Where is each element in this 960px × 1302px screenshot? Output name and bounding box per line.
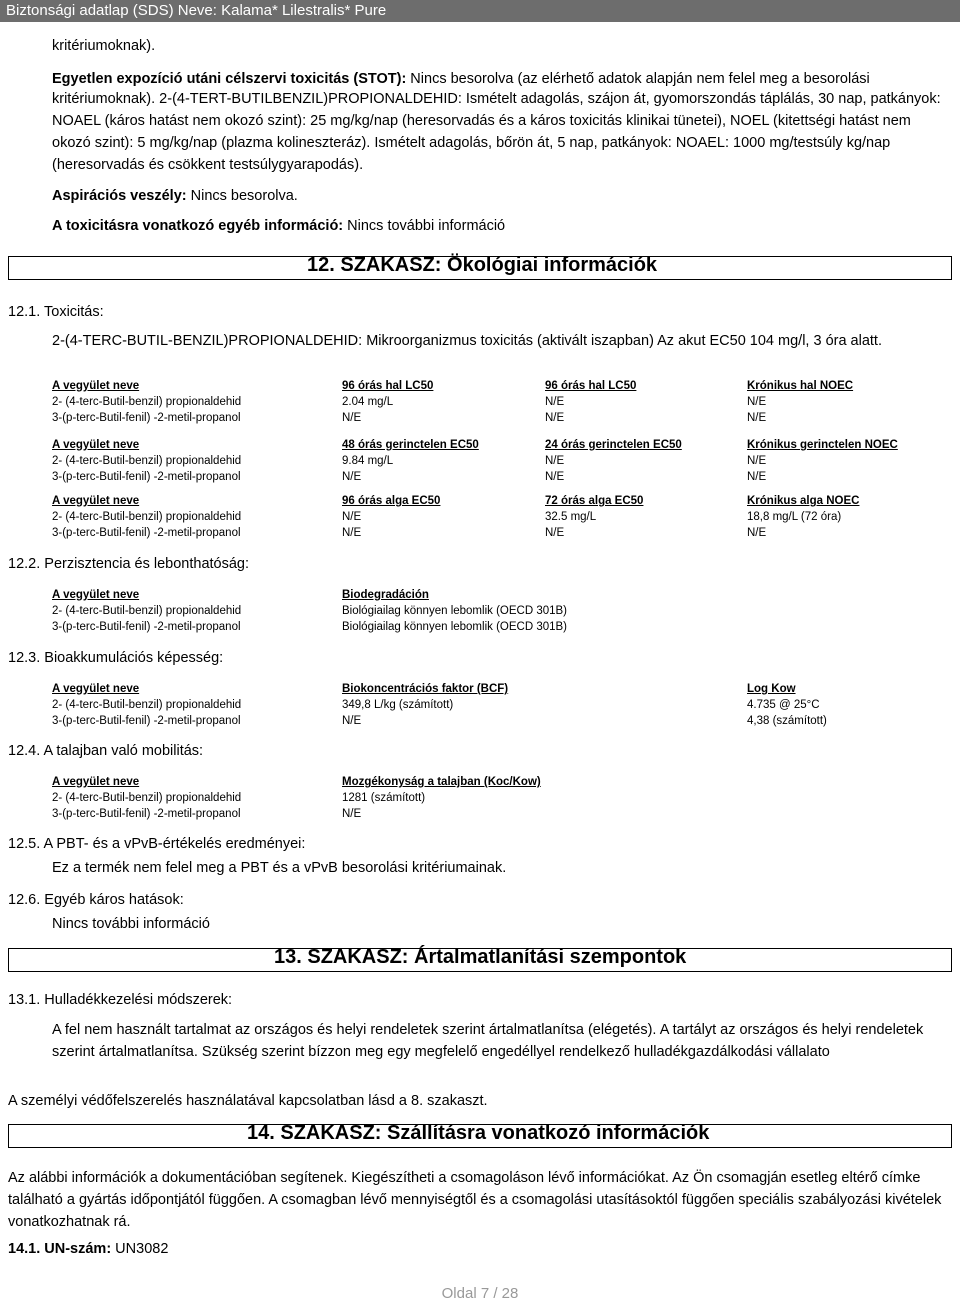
table-row <box>52 699 932 715</box>
tox-line0: kritériumoknak). <box>52 38 156 54</box>
repeated-dose-paragraph <box>52 88 942 176</box>
table-cell: N/E <box>747 527 767 539</box>
table-row <box>52 621 932 637</box>
table-cell: 2- (4-terc-Butil-benzil) propionaldehid <box>52 511 242 523</box>
table-cell: N/E <box>342 471 362 483</box>
table-row <box>52 495 932 511</box>
table-cell: N/E <box>545 471 565 483</box>
repeated-dose-text: 2-(4-TERT-BUTILBENZIL)PROPIONALDEHID: Ismételt adagolás, szájon át, gyomorszondás táplálás, 30 nap, patkányok: NOAEL (káros hatást nem okozó szint): 25 mg/kg/nap (heresorvadás és a káros toxicitás klinikai tünetei), NOEL (kitettségi hatást nem okozó szint): 5 mg/kg/nap (plazma kolineszteráz). <box>52 91 941 151</box>
table-cell: 349,8 L/kg (számított) <box>342 699 454 711</box>
table-cell: 2- (4-terc-Butil-benzil) propionaldehid <box>52 792 242 804</box>
table-header-cell: Mozgékonyság a talajban (Koc/Kow) <box>342 776 541 788</box>
table-cell: 3-(p-terc-Butil-fenil) -2-metil-propanol <box>52 715 241 727</box>
pbt-text: Ez a termék nem felel meg a PBT és a vPvB besorolási kritériumainak. <box>52 860 507 876</box>
un-number-line <box>8 1241 168 1257</box>
table-cell: Biológiailag könnyen lebomlik (OECD 301B) <box>342 605 568 617</box>
table-row <box>52 511 932 527</box>
table-row <box>52 439 932 455</box>
table-cell: N/E <box>545 412 565 424</box>
table-header-cell: A vegyület neve <box>52 439 140 451</box>
table-header-cell: Krónikus gerinctelen NOEC <box>747 439 898 451</box>
other-tox-text: Nincs további információ <box>343 218 506 234</box>
table-header-cell: 96 órás hal LC50 <box>545 380 637 392</box>
table-cell: 2.04 mg/L <box>342 396 394 408</box>
table-header-cell: 72 órás alga EC50 <box>545 495 644 507</box>
table-header-cell: A vegyület neve <box>52 495 140 507</box>
table-cell: 4.735 @ 25°C <box>747 699 820 711</box>
table-header-cell: Krónikus alga NOEC <box>747 495 860 507</box>
un-number-value: UN3082 <box>111 1241 169 1257</box>
stot-label: Egyetlen expozíció utáni célszervi toxicitás (STOT): <box>52 71 407 87</box>
un-number-label: 14.1. UN-szám: <box>8 1241 112 1257</box>
table-cell: 2- (4-terc-Butil-benzil) propionaldehid <box>52 605 242 617</box>
aspiration-text: Nincs besorolva. <box>186 188 298 204</box>
table-header-cell: 96 órás hal LC50 <box>342 380 434 392</box>
table-cell: N/E <box>545 455 565 467</box>
table-cell: N/E <box>342 808 362 820</box>
table-cell: N/E <box>747 396 767 408</box>
subsection-12-2: 12.2. Perzisztencia és lebonthatóság: <box>8 556 250 572</box>
table-row <box>52 527 932 543</box>
table-cell: 2- (4-terc-Butil-benzil) propionaldehid <box>52 396 242 408</box>
table-header-cell: A vegyület neve <box>52 589 140 601</box>
table-cell: 3-(p-terc-Butil-fenil) -2-metil-propanol <box>52 412 241 424</box>
table-cell: 32.5 mg/L <box>545 511 597 523</box>
table-row <box>52 605 932 621</box>
waste-treatment-text: A fel nem használt tartalmat az országos és helyi rendeletek szerint ártalmatlanítsa (elégetés). A tartályt az országos és helyi rendeletek szerint ártalmatlanítsa. Szükség szerint bízzon meg egy megfelelő engedéllyel rendelkező hulladékgazdálkodási vállalato <box>52 1022 924 1060</box>
bioaccumulation-table <box>52 683 932 731</box>
table-cell: 3-(p-terc-Butil-fenil) -2-metil-propanol <box>52 621 241 633</box>
stot-text: Nincs besorolva (az elérhető adatok alapján nem felel meg a besorolási <box>406 71 870 87</box>
stot-line <box>52 71 870 87</box>
table-header-cell: Krónikus hal NOEC <box>747 380 854 392</box>
table-header-cell: Log Kow <box>747 683 796 695</box>
subsection-12-3: 12.3. Bioakkumulációs képesség: <box>8 650 224 666</box>
table-row <box>52 412 932 428</box>
table-cell: Biológiailag könnyen lebomlik (OECD 301B) <box>342 621 568 633</box>
table-row <box>52 396 932 412</box>
stot-text-b: kritériumoknak). <box>52 91 156 107</box>
table-cell: 2- (4-terc-Butil-benzil) propionaldehid <box>52 699 242 711</box>
table-cell: N/E <box>342 715 362 727</box>
table-row <box>52 455 932 471</box>
table-cell: 1281 (számított) <box>342 792 426 804</box>
table-cell: 9.84 mg/L <box>342 455 394 467</box>
section-14-title: 14. SZAKASZ: Szállításra vonatkozó információk <box>247 1122 710 1144</box>
table-row <box>52 715 932 731</box>
repeated-dose-dermal-label: Ismételt adagolás, bőrön át, 5 nap, patkányok: <box>374 135 672 151</box>
table-cell: 4,38 (számított) <box>747 715 827 727</box>
table-row <box>52 792 932 808</box>
subsection-13-1: 13.1. Hulladékkezelési módszerek: <box>8 992 233 1008</box>
table-cell: N/E <box>342 511 362 523</box>
header-title: Biztonsági adatlap (SDS) Neve: Kalama* Lilestralis* Pure <box>6 2 387 19</box>
ppe-reference-text: A személyi védőfelszerelés használatával kapcsolatban lásd a 8. szakaszt. <box>8 1093 488 1109</box>
table-header-cell: A vegyület neve <box>52 683 140 695</box>
table-row <box>52 471 932 487</box>
table-header-cell: Biokoncentrációs faktor (BCF) <box>342 683 509 695</box>
section-13-header <box>8 948 952 972</box>
table-cell: N/E <box>747 412 767 424</box>
section-12-header <box>8 256 952 280</box>
table-cell: 3-(p-terc-Butil-fenil) -2-metil-propanol <box>52 471 241 483</box>
subsection-12-6: 12.6. Egyéb káros hatások: <box>8 892 184 908</box>
table-row <box>52 776 932 792</box>
invertebrate-toxicity-table <box>52 439 932 487</box>
table-cell: N/E <box>747 455 767 467</box>
table-cell: N/E <box>342 412 362 424</box>
table-cell: N/E <box>342 527 362 539</box>
table-header-cell: 48 órás gerinctelen EC50 <box>342 439 479 451</box>
page-number: Oldal 7 / 28 <box>441 1285 519 1302</box>
aspiration-line <box>52 188 298 204</box>
table-row <box>52 589 932 605</box>
table-header-cell: 96 órás alga EC50 <box>342 495 441 507</box>
table-cell: 3-(p-terc-Butil-fenil) -2-metil-propanol <box>52 527 241 539</box>
aspiration-label: Aspirációs veszély: <box>52 188 187 204</box>
subsection-12-1: 12.1. Toxicitás: <box>8 304 104 320</box>
table-header-cell: A vegyület neve <box>52 776 140 788</box>
other-tox-label: A toxicitásra vonatkozó egyéb információ: <box>52 218 344 234</box>
algae-toxicity-table <box>52 495 932 543</box>
subsection-12-5: 12.5. A PBT- és a vPvB-értékelés eredményei: <box>8 836 306 852</box>
table-row <box>52 683 932 699</box>
table-cell: N/E <box>545 396 565 408</box>
section-13-title: 13. SZAKASZ: Ártalmatlanítási szempontok <box>274 946 687 968</box>
table-header-cell: 24 órás gerinctelen EC50 <box>545 439 682 451</box>
table-cell: N/E <box>747 471 767 483</box>
soil-mobility-table <box>52 776 932 824</box>
document-header <box>0 0 960 22</box>
other-tox-line <box>52 218 505 234</box>
repeated-dose-dermal-text: NOAEL: 1000 mg/testsúly kg/nap (heresorvadás és csökkent testsúlygyarapodás). <box>52 135 891 173</box>
table-cell: 2- (4-terc-Butil-benzil) propionaldehid <box>52 455 242 467</box>
transport-intro-text: Az alábbi információk a dokumentációban segítenek. Kiegészítheti a csomagoláson lévő információkat. Az Ön csomagján esetleg eltérő címke található a gyártás időpontjától függően. A csomagban lévő mennyiségtől és a csomagolási utasításoktól függően speciális szabályozási kivételek vonatkozhatnak rá. <box>8 1170 942 1230</box>
table-cell: 18,8 mg/L (72 óra) <box>747 511 842 523</box>
microorganism-toxicity-text: 2-(4-TERC-BUTIL-BENZIL)PROPIONALDEHID: Mikroorganizmus toxicitás (aktivált iszapban) Az akut EC50 104 mg/l, 3 óra alatt. <box>52 333 882 349</box>
fish-toxicity-table <box>52 380 932 428</box>
table-row <box>52 808 932 824</box>
table-header-cell: Biodegradáción <box>342 589 429 601</box>
table-cell: N/E <box>545 527 565 539</box>
section-12-title: 12. SZAKASZ: Ökológiai információk <box>307 254 658 276</box>
table-row <box>52 380 932 396</box>
section-14-header <box>8 1124 952 1148</box>
other-effects-text: Nincs további információ <box>52 916 210 932</box>
subsection-12-4: 12.4. A talajban való mobilitás: <box>8 743 204 759</box>
table-cell: 3-(p-terc-Butil-fenil) -2-metil-propanol <box>52 808 241 820</box>
biodegradation-table <box>52 589 932 637</box>
table-header-cell: A vegyület neve <box>52 380 140 392</box>
